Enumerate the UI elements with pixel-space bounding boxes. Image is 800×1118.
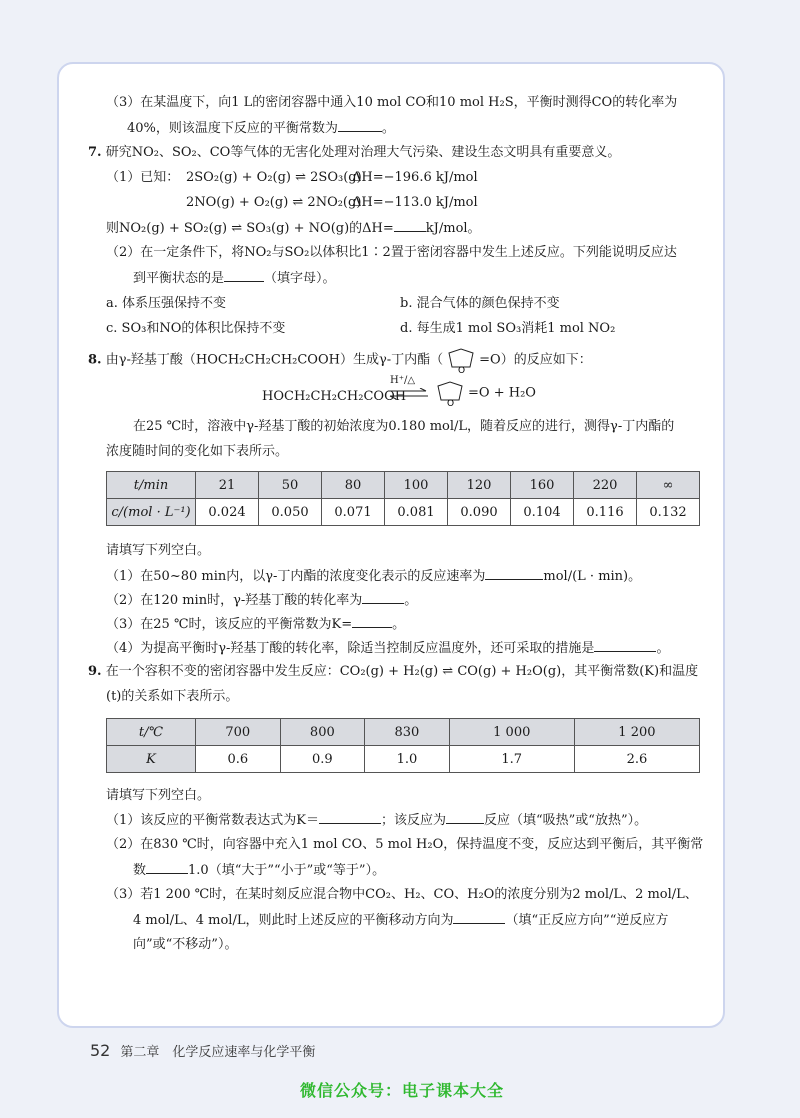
answer-blank[interactable] (362, 591, 404, 604)
option-c: c. SO₃和NO的体积比保持不变 (106, 321, 286, 336)
option-d: d. 每生成1 mol SO₃消耗1 mol NO₂ (400, 321, 616, 336)
page-number: 52 (90, 1041, 111, 1060)
enthalpy-2: ΔH=−113.0 kJ/mol (352, 195, 478, 210)
table-cell: 1.0 (365, 746, 450, 773)
equation-1: 2SO₂(g) + O₂(g) ⇌ 2SO₃(g) (186, 170, 362, 185)
question-8-stem: 8. 由γ-羟基丁酸（HOCH₂CH₂CH₂COOH）生成γ-丁内酯（ O =O）的反应如下： (88, 347, 592, 373)
table-cell: 0.024 (196, 499, 259, 526)
table-header-cell: 160 (511, 472, 574, 499)
table-header-label: t/℃ (107, 719, 196, 746)
table-cell: 0.071 (322, 499, 385, 526)
lactone-ring-icon (443, 347, 479, 373)
q7-part1-label: （1）已知： (106, 170, 180, 185)
reaction-product: O =O + H₂O (432, 380, 536, 406)
q9-sub3-line2: 4 mol/L、4 mol/L，则此时上述反应的平衡移动方向为 （填“正反应方向”“逆反应方 (133, 913, 669, 928)
q6-part3-line1: （3）在某温度下，向1 L的密闭容器中通入10 mol CO和10 mol H₂S，平衡时测得CO的转化率为 (106, 95, 678, 110)
table-cell: 0.9 (280, 746, 365, 773)
table-cell: 0.132 (637, 499, 700, 526)
q7-part2-line1: （2）在一定条件下，将NO₂与SO₂以体积比1∶2置于密闭容器中发生上述反应。下列能说明反应达 (106, 245, 677, 260)
reaction-condition: H⁺/△ (390, 375, 416, 386)
option-b: b. 混合气体的颜色保持不变 (400, 296, 560, 311)
q9-fill-prompt: 请填写下列空白。 (106, 788, 211, 803)
question-9-stem: 9. 在一个容积不变的密闭容器中发生反应：CO₂(g) + H₂(g) ⇌ CO(g) + H₂O(g)，其平衡常数(K)和温度 (88, 664, 699, 679)
q7-part1-question: 则NO₂(g) + SO₂(g) ⇌ SO₃(g) + NO(g)的ΔH= kJ/mol。 (106, 221, 481, 236)
table-cell: 0.081 (385, 499, 448, 526)
answer-blank[interactable] (394, 219, 426, 232)
table-header-label: t/min (107, 472, 196, 499)
q8-description-line1: 在25 ℃时，溶液中γ-羟基丁酸的初始浓度为0.180 mol/L，随着反应的进行，测得γ-丁内酯的 (133, 419, 675, 434)
q8-fill-prompt: 请填写下列空白。 (106, 543, 211, 558)
answer-blank[interactable] (224, 269, 264, 282)
watermark-text: 微信公众号：电子课本大全 (300, 1081, 505, 1100)
q8-sub1: （1）在50~80 min内，以γ-丁内酯的浓度变化表示的反应速率为 mol/(L · min)。 (106, 569, 642, 584)
answer-blank[interactable] (594, 639, 656, 652)
table-header-cell: 21 (196, 472, 259, 499)
question-7-stem: 7. 研究NO₂、SO₂、CO等气体的无害化处理对治理大气污染、建设生态文明具有重要意义。 (88, 145, 621, 160)
enthalpy-1: ΔH=−196.6 kJ/mol (352, 170, 478, 185)
table-header-cell: 1 200 (574, 719, 699, 746)
equilibrium-constant-table (106, 718, 700, 773)
table-cell: 0.104 (511, 499, 574, 526)
table-header-cell: 1 000 (449, 719, 574, 746)
svg-text:O: O (458, 366, 466, 373)
equation-2: 2NO(g) + O₂(g) ⇌ 2NO₂(g) (186, 195, 362, 210)
option-a: a. 体系压强保持不变 (106, 296, 227, 311)
table-cell: 0.090 (448, 499, 511, 526)
page-footer (90, 1041, 315, 1060)
q8-sub4: （4）为提高平衡时γ-羟基丁酸的转化率，除适当控制反应温度外，还可采取的措施是 。 (106, 641, 670, 656)
concentration-table (106, 471, 700, 526)
table-header-cell: 830 (365, 719, 450, 746)
svg-text:O: O (447, 399, 455, 406)
q8-description-line2: 浓度随时间的变化如下表所示。 (106, 444, 289, 459)
table-cell: 0.116 (574, 499, 637, 526)
reaction-reactant: HOCH₂CH₂CH₂COOH (262, 389, 407, 404)
table-cell: 2.6 (574, 746, 699, 773)
answer-blank[interactable] (146, 861, 188, 874)
answer-blank[interactable] (485, 567, 543, 580)
q9-sub3-line3: 向”或“不移动”）。 (133, 937, 238, 952)
table-header-cell: 220 (574, 472, 637, 499)
table-header-cell: 80 (322, 472, 385, 499)
q7-part2-line2: 到平衡状态的是 （填字母）。 (133, 271, 336, 286)
table-cell: 0.6 (196, 746, 281, 773)
table-cell: 0.050 (259, 499, 322, 526)
answer-blank[interactable] (446, 811, 484, 824)
lactone-ring-icon (432, 380, 468, 406)
q6-part3-line2: 40%，则该温度下反应的平衡常数为 。 (127, 121, 395, 136)
q9-sub1: （1）该反应的平衡常数表达式为K＝ ；该反应为 反应（填“吸热”或“放热”）。 (106, 813, 648, 828)
table-header-cell: 700 (196, 719, 281, 746)
question-9-stem-line2: (t)的关系如下表所示。 (106, 689, 239, 704)
q8-sub2: （2）在120 min时，γ-羟基丁酸的转化率为 。 (106, 593, 418, 608)
q9-sub3-line1: （3）若1 200 ℃时，在某时刻反应混合物中CO₂、H₂、CO、H₂O的浓度分别为2 mol/L、2 mol/L、 (106, 887, 698, 902)
table-row-label: c/(mol · L⁻¹) (107, 499, 196, 526)
q9-sub2-line2: 数 1.0（填“大于”“小于”或“等于”）。 (133, 863, 386, 878)
answer-blank[interactable] (453, 911, 505, 924)
table-header-cell: 100 (385, 472, 448, 499)
q8-sub3: （3）在25 ℃时，该反应的平衡常数为K= 。 (106, 617, 406, 632)
answer-blank[interactable] (338, 119, 382, 132)
table-cell: 1.7 (449, 746, 574, 773)
table-header-cell: ∞ (637, 472, 700, 499)
table-header-cell: 800 (280, 719, 365, 746)
chapter-title: 第二章 化学反应速率与化学平衡 (120, 1045, 316, 1060)
table-row-label: K (107, 746, 196, 773)
table-header-cell: 120 (448, 472, 511, 499)
answer-blank[interactable] (352, 615, 392, 628)
reaction-arrow-icon (388, 388, 428, 400)
table-header-cell: 50 (259, 472, 322, 499)
answer-blank[interactable] (319, 811, 381, 824)
q9-sub2-line1: （2）在830 ℃时，向容器中充入1 mol CO、5 mol H₂O，保持温度不变，反应达到平衡后，其平衡常 (106, 837, 704, 852)
